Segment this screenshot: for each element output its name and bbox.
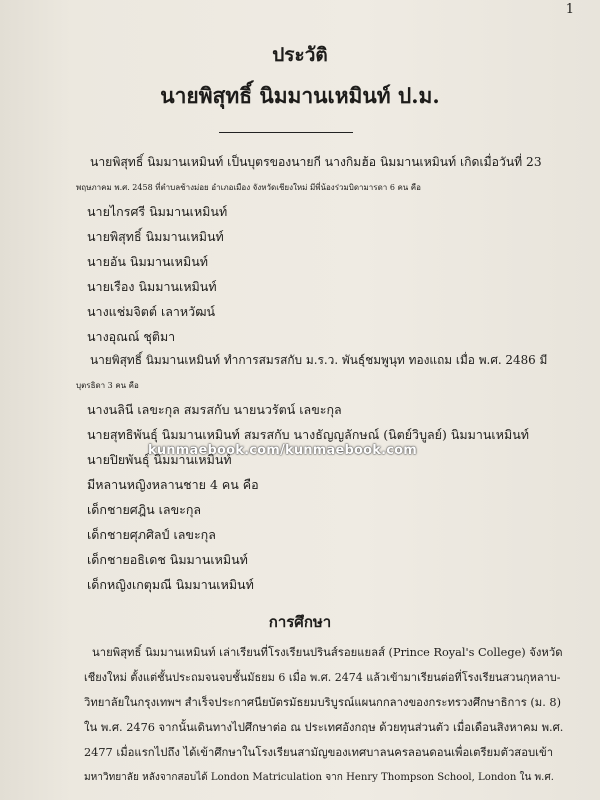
page-subtitle: นายพิสุทธิ์ นิมมานเหมินท์ ป.ม.	[160, 83, 440, 108]
list-item: นายเรือง นิมมานเหมินท์	[87, 279, 217, 294]
list-item: นางแช่มจิตต์ เลาหวัฒน์	[87, 304, 216, 319]
intro-line: พฤษภาคม พ.ศ. 2458 ที่ตำบลช้างม่อย อำเภอเมือง จังหวัดเชียงใหม่ มีพี่น้องร่วมบิดามารดา 6 คน คือ	[76, 183, 421, 192]
list-item: นางนลินี เลขะกุล สมรสกับ นายนวรัตน์ เลขะกุล	[87, 402, 342, 417]
list-item: นายพิสุทธิ์ นิมมานเหมินท์	[87, 229, 224, 244]
education-line: ใน พ.ศ. 2476 จากนั้นเดินทางไปศึกษาต่อ ณ ประเทศอังกฤษ ด้วยทุนส่วนตัว เมื่อเดือนสิงหาคม พ.ศ.	[84, 721, 564, 734]
marriage-line: บุตรธิดา 3 คน คือ	[76, 381, 139, 390]
page-title: ประวัติ	[272, 44, 328, 66]
list-item: นายปิยพันธุ์ นิมมานเหมินท์	[87, 452, 232, 467]
list-item: นายสุทธิพันธุ์ นิมมานเหมินท์ สมรสกับ นางธัญญลักษณ์ (นิตย์วิบูลย์) นิมมานเหมินท์	[87, 427, 529, 442]
education-line: วิทยาลัยในกรุงเทพฯ สำเร็จประกาศนียบัตรมัธยมบริบูรณ์แผนกกลางของกระทรวงศึกษาธิการ (ม. 8)	[84, 696, 562, 709]
intro-paragraph	[76, 150, 552, 200]
list-item: เด็กชายอธิเดช นิมมานเหมินท์	[87, 552, 248, 567]
siblings-list	[87, 199, 227, 349]
watermark: kunmaebook.com/kunmaebook.com	[148, 443, 417, 458]
page-number: 1	[565, 2, 574, 17]
list-item: เด็กชายศุภศิลป์ เลขะกุล	[87, 527, 216, 542]
list-item: นายอัน นิมมานเหมินท์	[87, 254, 209, 269]
marriage-line: นายพิสุทธิ์ นิมมานเหมินท์ ทำการสมรสกับ ม.ร.ว. พันธุ์ชมพูนุท ทองแถม เมื่อ พ.ศ. 2486 มี	[90, 353, 548, 367]
children-list	[87, 397, 529, 472]
grandchildren-block	[87, 472, 259, 597]
education-paragraph	[84, 640, 564, 790]
title-divider	[219, 132, 353, 133]
education-heading: การศึกษา	[268, 613, 332, 631]
education-line: เชียงใหม่ ตั้งแต่ชั้นประถมจนจบชั้นมัธยม 6 เมื่อ พ.ศ. 2474 แล้วเข้ามาเรียนต่อที่โรงเรียนสวนกุหลาบ-	[84, 671, 561, 684]
marriage-paragraph	[76, 348, 552, 398]
education-line: 2477 เมื่อแรกไปถึง ได้เข้าศึกษาในโรงเรียนสามัญของเทศบาลนครลอนดอนเพื่อเตรียมตัวสอบเข้า	[84, 746, 554, 759]
list-item: นางอุณณ์ ชุติมา	[87, 329, 176, 344]
list-item: เด็กชายศฎิน เลขะกุล	[87, 502, 202, 517]
grandchildren-intro: มีหลานหญิงหลานชาย 4 คน คือ	[87, 477, 259, 492]
intro-line: นายพิสุทธิ์ นิมมานเหมินท์ เป็นบุตรของนายกี นางกิมฮ้อ นิมมานเหมินท์ เกิดเมื่อวันที่ 23	[90, 155, 542, 169]
list-item: นายไกรศรี นิมมานเหมินท์	[87, 204, 228, 219]
education-line: มหาวิทยาลัย หลังจากสอบได้ London Matriculation จาก Henry Thompson School, London ใน พ.ศ.	[84, 772, 554, 783]
list-item: เด็กหญิงเกตุมณี นิมมานเหมินท์	[87, 577, 254, 592]
education-line: นายพิสุทธิ์ นิมมานเหมินท์ เล่าเรียนที่โรงเรียนปรินส์รอยแยลส์ (Prince Royal's College) จังหวัด	[92, 646, 563, 659]
